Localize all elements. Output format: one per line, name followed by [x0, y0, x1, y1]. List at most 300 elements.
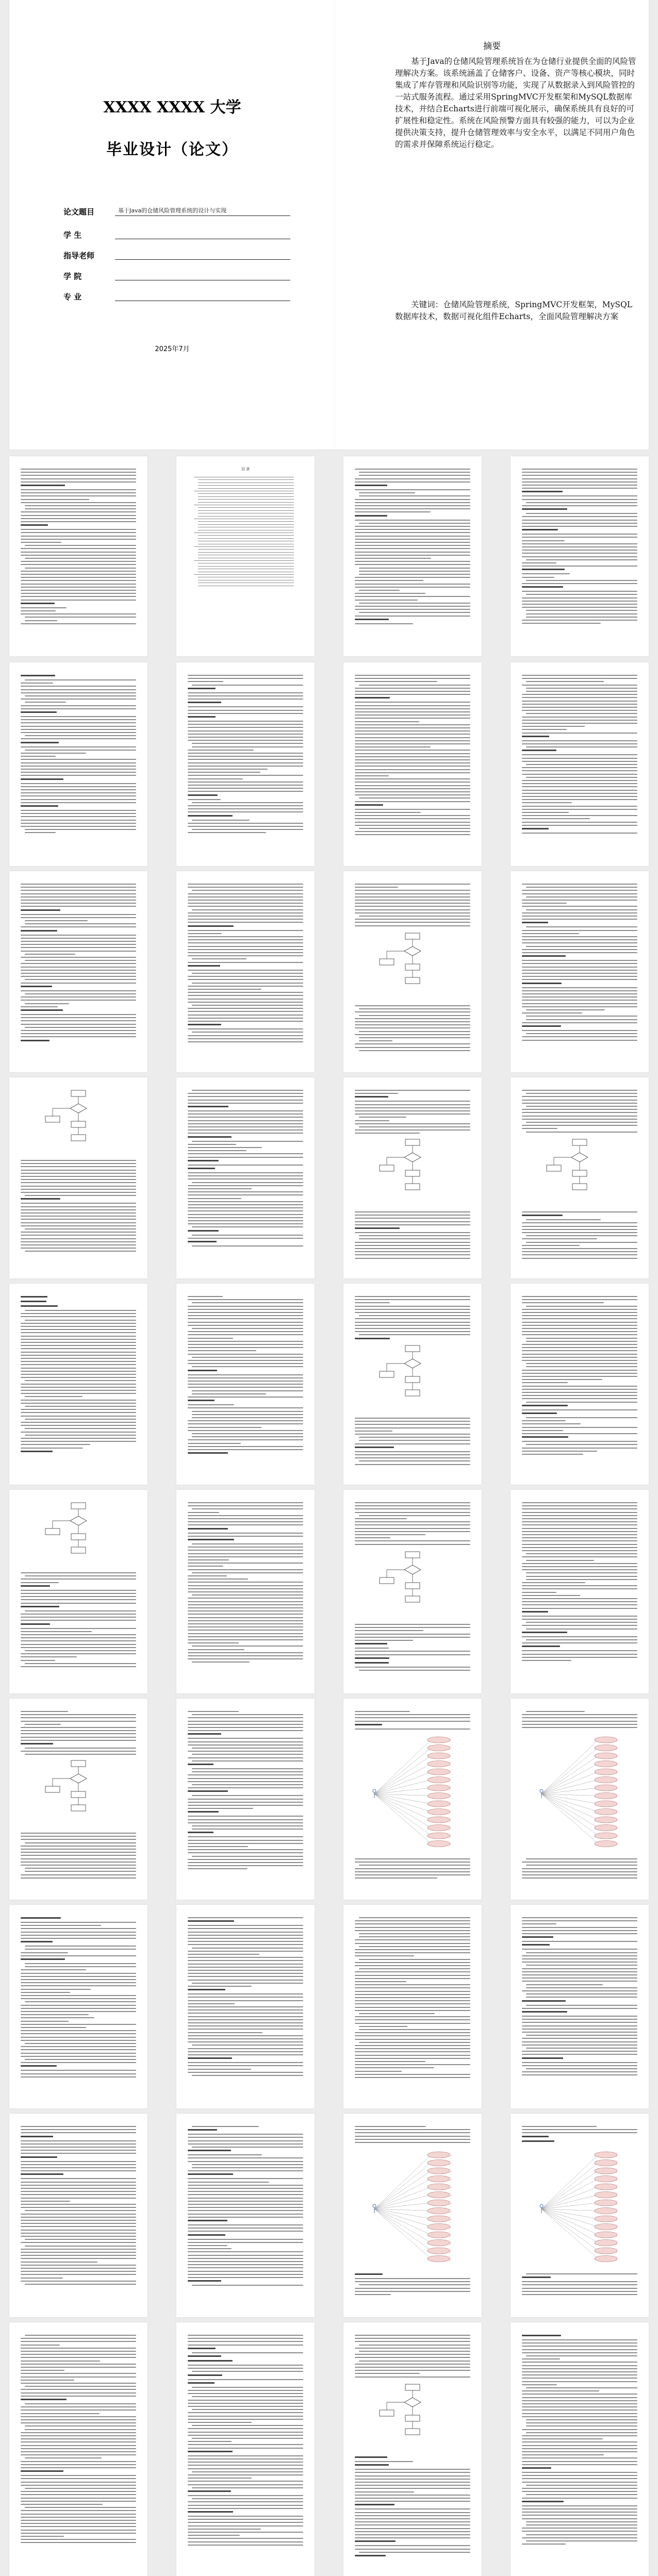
text-line — [355, 721, 419, 722]
text-line — [522, 485, 637, 486]
text-line — [188, 2393, 303, 2394]
text-line — [188, 2242, 303, 2243]
text-line — [188, 2029, 303, 2030]
text-line — [355, 766, 470, 767]
text-line — [355, 505, 470, 506]
text-line — [21, 795, 136, 796]
text-line — [355, 1024, 470, 1025]
section-heading-line — [522, 736, 549, 737]
text-line — [25, 923, 136, 924]
text-line — [355, 912, 470, 913]
text-line — [21, 2161, 136, 2162]
text-line — [25, 695, 136, 696]
text-line — [522, 1248, 637, 1249]
text-line — [522, 1990, 637, 1991]
text-line — [192, 1090, 303, 1091]
text-line — [526, 617, 637, 618]
text-line — [522, 1357, 637, 1358]
section-heading-line — [522, 2276, 551, 2278]
text-line — [522, 520, 637, 521]
text-line — [188, 1210, 303, 1211]
thesis-page-thumbnail — [9, 1284, 147, 1485]
text-line — [355, 1871, 470, 1872]
text-line — [355, 1427, 470, 1428]
text-line — [188, 942, 303, 943]
text-line — [355, 545, 470, 546]
text-line — [522, 591, 637, 592]
text-line — [355, 489, 470, 490]
text-line — [355, 2061, 425, 2062]
text-line — [21, 1033, 136, 1034]
text-line — [21, 1637, 136, 1638]
entity-attribute-diagram — [511, 2150, 649, 2268]
text-line — [188, 1165, 303, 1166]
text-line — [355, 1528, 470, 1529]
text-line — [25, 1003, 69, 1004]
text-line — [188, 2204, 303, 2205]
text-line — [355, 1531, 470, 1532]
text-line — [355, 2010, 470, 2011]
section-heading-line — [188, 1790, 228, 1792]
text-line — [21, 708, 136, 709]
text-line — [522, 952, 637, 953]
text-line — [21, 2033, 136, 2034]
text-line — [355, 1296, 470, 1297]
text-line — [192, 802, 303, 803]
text-line — [522, 523, 637, 524]
text-line — [21, 2258, 136, 2259]
thesis-page-thumbnail — [343, 456, 482, 656]
thesis-page-thumbnail — [9, 456, 147, 656]
cover-title: 毕业设计（论文） — [106, 141, 238, 159]
text-line — [355, 2077, 470, 2078]
text-line — [355, 548, 470, 549]
text-line — [522, 919, 637, 920]
text-line — [522, 1608, 637, 1609]
text-line — [522, 786, 637, 787]
text-line — [21, 729, 136, 730]
section-heading-line — [21, 2399, 67, 2400]
section-heading-line — [21, 1743, 53, 1744]
text-line — [188, 1730, 303, 1731]
section-heading-line — [188, 1241, 217, 1242]
section-heading-line — [188, 2490, 231, 2492]
text-line — [522, 526, 637, 527]
text-line — [21, 607, 67, 608]
text-line — [522, 1370, 637, 1371]
text-line — [21, 769, 136, 770]
text-line — [359, 1126, 470, 1127]
section-heading-line — [522, 491, 563, 492]
thesis-page-thumbnail — [176, 1905, 315, 2108]
text-line — [192, 1714, 303, 1715]
text-line — [21, 1020, 136, 1021]
text-line — [526, 502, 637, 503]
text-line — [21, 759, 136, 760]
text-line — [25, 1724, 61, 1725]
text-line — [188, 2182, 269, 2183]
text-line — [188, 1334, 303, 1335]
text-line — [21, 2409, 136, 2411]
flow-diagram — [9, 1498, 147, 1559]
text-line — [192, 1436, 303, 1437]
text-line — [192, 1983, 303, 1984]
text-line — [21, 2494, 136, 2495]
text-line — [522, 2288, 637, 2289]
text-line — [522, 1398, 637, 1399]
text-line — [355, 705, 470, 706]
text-line — [355, 2518, 470, 2519]
text-line — [522, 1585, 637, 1586]
thesis-page-thumbnail — [9, 2322, 147, 2576]
text-line — [522, 1505, 637, 1506]
text-line — [355, 1302, 390, 1303]
text-line — [25, 2507, 136, 2508]
text-line — [21, 792, 136, 793]
text-line — [355, 1034, 470, 1035]
text-line — [355, 688, 470, 689]
text-line — [526, 1306, 637, 1307]
abstract-title: 摘要 — [483, 41, 501, 52]
text-line — [188, 1223, 303, 1224]
text-line — [21, 963, 136, 964]
text-line — [522, 758, 637, 759]
text-line — [355, 2528, 470, 2529]
text-line — [25, 679, 136, 680]
section-heading-line — [188, 2451, 233, 2452]
text-line — [355, 1322, 470, 1323]
text-line — [522, 1619, 637, 1620]
text-line — [359, 495, 470, 496]
text-line — [188, 1360, 303, 1361]
text-line — [188, 1191, 303, 1192]
text-line — [188, 1015, 303, 1016]
text-line — [522, 694, 637, 695]
text-line — [188, 811, 303, 812]
text-line — [188, 791, 303, 792]
text-line — [355, 1090, 470, 1091]
text-line — [522, 534, 637, 535]
text-line — [188, 2072, 303, 2073]
text-line — [21, 623, 136, 624]
text-line — [188, 1331, 303, 1332]
text-line — [355, 727, 470, 728]
section-heading-line — [188, 1832, 213, 1833]
text-line — [522, 1917, 637, 1918]
text-line — [359, 612, 470, 613]
text-line — [522, 1328, 637, 1329]
text-line — [21, 2441, 136, 2442]
text-line — [526, 613, 637, 614]
text-line — [188, 933, 222, 934]
section-heading-line — [522, 1646, 560, 1647]
text-line — [188, 1774, 303, 1775]
thesis-page-thumbnail — [176, 1490, 315, 1693]
text-line — [355, 2348, 470, 2349]
text-line — [21, 502, 136, 503]
text-line — [25, 2386, 136, 2387]
text-line — [355, 762, 470, 763]
text-line — [188, 1035, 303, 1036]
text-line — [355, 2531, 470, 2532]
text-line — [192, 973, 303, 974]
text-line — [355, 1258, 470, 1259]
text-line — [522, 678, 637, 679]
section-heading-line — [355, 485, 387, 486]
text-line — [25, 993, 136, 994]
text-line — [355, 2461, 413, 2462]
text-line — [188, 1325, 303, 1326]
text-line — [526, 2485, 637, 2486]
text-line — [192, 2438, 303, 2439]
text-line — [188, 2495, 303, 2496]
text-line — [355, 2074, 470, 2075]
text-line — [188, 1518, 303, 1519]
text-line — [25, 1027, 136, 1028]
text-line — [188, 2258, 303, 2259]
text-line — [355, 1457, 470, 1458]
text-line — [355, 778, 470, 779]
text-line — [355, 2132, 470, 2133]
text-line — [355, 1123, 470, 1124]
text-line — [21, 2354, 136, 2355]
text-line — [355, 2508, 470, 2509]
text-line — [21, 1176, 136, 1177]
text-line — [522, 2374, 637, 2375]
text-line — [21, 2357, 136, 2358]
text-line — [355, 1107, 470, 1108]
text-line — [21, 2392, 136, 2394]
text-line — [522, 1315, 637, 1316]
text-line — [355, 730, 470, 732]
text-line — [355, 801, 470, 802]
abstract-paragraph: 基于Java的仓储风险管理系统旨在为仓储行业提供全面的风险管理解决方案。该系统涵盖了仓储客户、设备、资产等核心模块，同时集成了库存管理和风险识别等功能，实现了从数据录入到风险管控的一站式服务流程。通过采用SpringMVC开发框架和MySQL数据库技术，并结合Echarts进行前端可视化展示，确保系统具有良好的可扩展性和稳定性。系统在风险预警方面具有较强的能力，可以为企业提供决策支持，提升仓储管理效率与安全水平，以满足不同用户角色的需求并保障系统运行稳定。 — [395, 57, 636, 149]
text-line — [188, 832, 266, 833]
text-line — [21, 613, 136, 614]
text-line — [188, 799, 221, 800]
text-line — [355, 1667, 470, 1668]
text-line — [21, 705, 136, 706]
text-line — [188, 2468, 303, 2469]
text-line — [355, 2032, 470, 2033]
toc-entry-line — [198, 493, 294, 494]
section-heading-line — [522, 1405, 568, 1406]
section-heading-line — [21, 1958, 65, 1960]
section-heading-line — [522, 2011, 567, 2013]
text-line — [21, 2419, 136, 2420]
text-line — [359, 590, 400, 591]
text-line — [188, 1374, 303, 1375]
text-line — [522, 1427, 637, 1428]
section-heading-line — [355, 1643, 387, 1644]
text-line — [355, 1245, 470, 1246]
text-line — [21, 887, 136, 888]
entity-attribute-diagram — [343, 2150, 482, 2268]
text-line — [188, 976, 303, 977]
text-line — [188, 753, 303, 754]
text-line — [188, 1449, 303, 1450]
text-line — [25, 2488, 136, 2489]
text-line — [522, 1657, 637, 1658]
section-heading-line — [522, 828, 549, 829]
text-line — [188, 2231, 303, 2232]
text-line — [188, 2516, 303, 2517]
text-line — [355, 1544, 470, 1545]
text-line — [522, 573, 570, 574]
text-line — [21, 1422, 136, 1423]
text-line — [522, 802, 572, 803]
text-line — [188, 1925, 303, 1926]
text-line — [355, 1518, 407, 1519]
text-line — [522, 1000, 637, 1001]
text-line — [188, 808, 303, 809]
text-line — [188, 1614, 303, 1615]
section-heading-line — [21, 524, 48, 526]
section-heading-line — [522, 750, 556, 751]
text-line — [25, 2059, 136, 2060]
text-line — [21, 1232, 136, 1233]
text-line — [188, 939, 303, 940]
text-line — [355, 2019, 470, 2020]
text-line — [25, 2429, 136, 2430]
text-line — [21, 2252, 136, 2253]
text-line — [21, 2037, 136, 2038]
thesis-page-thumbnail — [343, 662, 482, 866]
text-line — [355, 1418, 470, 1419]
text-line — [522, 2071, 637, 2072]
section-heading-line — [188, 1539, 234, 1540]
text-line — [522, 976, 637, 977]
text-line — [21, 2185, 136, 2186]
text-line — [355, 1877, 437, 1879]
text-line — [355, 1248, 470, 1249]
text-line — [192, 1543, 303, 1544]
text-line — [522, 2400, 637, 2401]
text-line — [355, 596, 470, 597]
text-line — [522, 796, 637, 797]
text-line — [522, 2016, 637, 2017]
text-line — [21, 1374, 136, 1375]
text-line — [21, 2520, 136, 2521]
text-line — [21, 1660, 55, 1661]
text-line — [25, 1435, 136, 1436]
text-line — [355, 1630, 423, 1631]
section-heading-line — [522, 1611, 548, 1613]
text-line — [188, 782, 303, 783]
text-line — [21, 820, 136, 821]
text-line — [522, 1386, 637, 1387]
text-line — [188, 1808, 253, 1809]
text-line — [188, 695, 303, 696]
text-line — [21, 1416, 136, 1417]
text-line — [188, 2458, 303, 2459]
text-line — [192, 1328, 303, 1329]
text-line — [188, 1711, 239, 1712]
cover-field-label: 学 院 — [63, 272, 82, 281]
text-line — [21, 1444, 90, 1445]
text-line — [359, 1238, 470, 1239]
cover-field-label: 专 业 — [63, 292, 82, 302]
text-line — [188, 1951, 303, 1952]
text-line — [21, 489, 136, 490]
text-line — [188, 1757, 303, 1758]
text-line — [522, 967, 637, 968]
text-line — [522, 2482, 637, 2483]
text-line — [355, 1434, 470, 1435]
text-line — [355, 1443, 470, 1444]
text-line — [188, 2239, 303, 2240]
text-line — [188, 1970, 303, 1971]
text-line — [522, 1727, 637, 1728]
text-line — [188, 2465, 303, 2466]
text-line — [21, 1179, 136, 1180]
text-line — [21, 2380, 74, 2381]
section-heading-line — [188, 1733, 221, 1735]
text-line — [522, 774, 637, 775]
text-line — [21, 1377, 136, 1378]
text-line — [355, 903, 470, 904]
text-line — [355, 1120, 389, 1121]
text-line — [188, 2365, 303, 2366]
text-line — [526, 610, 637, 611]
text-line — [522, 1318, 637, 1319]
text-line — [188, 2000, 303, 2001]
text-line — [355, 1627, 470, 1628]
text-line — [355, 893, 470, 894]
text-line — [522, 2445, 637, 2446]
text-line — [522, 723, 637, 724]
text-line — [188, 1103, 303, 1104]
text-line — [359, 1946, 470, 1947]
text-line — [188, 1123, 303, 1124]
text-line — [21, 900, 136, 901]
text-line — [355, 2485, 470, 2486]
text-line — [522, 2346, 637, 2347]
text-line — [522, 2362, 637, 2363]
text-line — [522, 1502, 637, 1503]
text-line — [188, 1840, 303, 1841]
text-line — [188, 1802, 303, 1803]
text-line — [359, 472, 470, 473]
text-line — [192, 1771, 303, 1772]
text-line — [21, 1614, 136, 1615]
text-line — [355, 623, 413, 624]
text-line — [355, 782, 470, 783]
text-line — [192, 1366, 303, 1367]
text-line — [21, 1186, 136, 1187]
text-line — [21, 1024, 136, 1025]
text-line — [21, 2220, 136, 2221]
text-line — [359, 2552, 470, 2553]
text-line — [355, 2278, 470, 2279]
text-line — [522, 1006, 637, 1007]
text-line — [21, 2373, 136, 2374]
text-line — [522, 833, 637, 834]
text-line — [21, 2230, 136, 2231]
text-line — [192, 1795, 303, 1796]
text-line — [21, 529, 136, 530]
text-line — [192, 1005, 303, 1006]
section-heading-line — [355, 515, 387, 517]
text-line — [359, 2284, 470, 2285]
text-line — [355, 2142, 470, 2143]
text-line — [21, 970, 136, 971]
text-line — [188, 692, 303, 693]
text-line — [522, 1003, 637, 1004]
text-line — [522, 780, 637, 781]
section-heading-line — [522, 2335, 561, 2336]
text-line — [21, 1361, 136, 1362]
